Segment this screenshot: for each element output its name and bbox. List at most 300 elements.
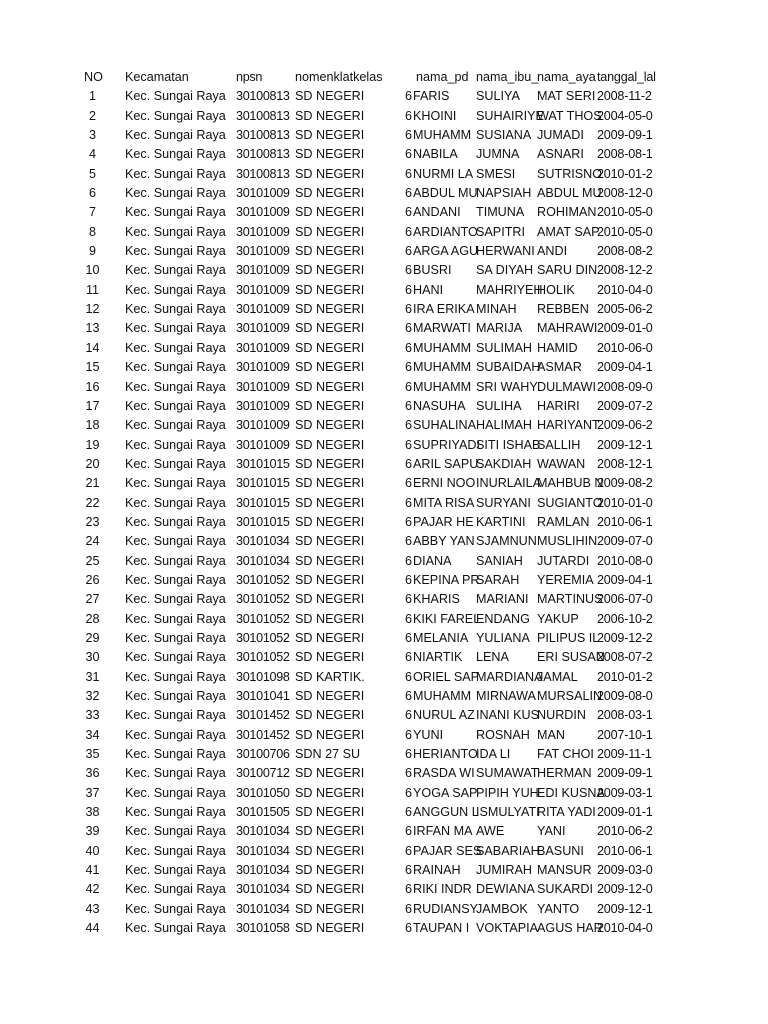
- cell-npsn[interactable]: 30101034: [236, 553, 290, 568]
- cell-npsn[interactable]: 30101009: [236, 244, 290, 259]
- cell-npsn[interactable]: 30101015: [236, 456, 290, 471]
- cell-nomenklatkelas[interactable]: SD NEGERI: [295, 282, 365, 297]
- cell-kelas[interactable]: 6: [404, 592, 412, 607]
- cell-nama-ayah[interactable]: SARU DIN: [537, 263, 598, 278]
- cell-kelas[interactable]: 6: [404, 630, 412, 645]
- cell-no[interactable]: 3: [88, 128, 96, 143]
- cell-no[interactable]: 18: [85, 418, 100, 433]
- cell-kecamatan[interactable]: Kec. Sungai Raya: [125, 340, 226, 355]
- cell-nama-ibu[interactable]: HERWANI: [476, 244, 535, 259]
- cell-no[interactable]: 17: [85, 398, 100, 413]
- cell-tanggal-lahir[interactable]: 2010-06-1: [597, 514, 653, 529]
- cell-nama-ibu[interactable]: INURLAILA: [476, 476, 542, 491]
- cell-kecamatan[interactable]: Kec. Sungai Raya: [125, 89, 226, 104]
- cell-kelas[interactable]: 6: [404, 263, 412, 278]
- cell-kecamatan[interactable]: Kec. Sungai Raya: [125, 418, 226, 433]
- cell-nomenklatkelas[interactable]: SD NEGERI: [295, 689, 365, 703]
- cell-nama-ibu[interactable]: INANI KUS: [476, 708, 539, 723]
- cell-npsn[interactable]: 30101009: [236, 418, 290, 433]
- cell-kecamatan[interactable]: Kec. Sungai Raya: [125, 650, 226, 665]
- cell-nomenklatkelas[interactable]: SDN 27 SU: [295, 747, 361, 762]
- cell-nama-ayah[interactable]: MAHRAWI: [537, 321, 598, 336]
- cell-nomenklatkelas[interactable]: SD NEGERI: [295, 611, 365, 626]
- cell-no[interactable]: 4: [88, 147, 96, 162]
- cell-kelas[interactable]: 6: [404, 437, 412, 452]
- cell-nama-ibu[interactable]: IDA LI: [476, 747, 511, 762]
- cell-nama-ayah[interactable]: MAHBUB N: [537, 476, 604, 491]
- cell-nama-ayah[interactable]: AMAT SAP: [537, 224, 600, 239]
- cell-nama-pd[interactable]: ARIL SAPU: [413, 456, 479, 471]
- cell-nama-pd[interactable]: KHOINI: [413, 108, 457, 123]
- cell-nomenklatkelas[interactable]: SD NEGERI: [295, 224, 365, 239]
- cell-no[interactable]: 15: [85, 360, 100, 375]
- cell-no[interactable]: 25: [85, 553, 100, 568]
- cell-nama-ayah[interactable]: SALLIH: [537, 437, 581, 452]
- cell-nama-ayah[interactable]: JUTARDI: [537, 553, 590, 568]
- cell-no[interactable]: 37: [85, 785, 100, 800]
- cell-nomenklatkelas[interactable]: SD NEGERI: [295, 727, 365, 742]
- cell-nama-ibu[interactable]: SJAMNUN: [476, 534, 537, 549]
- cell-kelas[interactable]: 6: [404, 495, 412, 510]
- cell-kecamatan[interactable]: Kec. Sungai Raya: [125, 689, 226, 703]
- cell-kecamatan[interactable]: Kec. Sungai Raya: [125, 166, 226, 181]
- cell-kecamatan[interactable]: Kec. Sungai Raya: [125, 282, 226, 297]
- cell-tanggal-lahir[interactable]: 2009-01-0: [597, 321, 653, 336]
- cell-nama-ibu[interactable]: ROSNAH: [476, 727, 530, 742]
- cell-nama-ayah[interactable]: ABDUL MU: [537, 186, 602, 201]
- cell-nomenklatkelas[interactable]: SD NEGERI: [295, 263, 365, 278]
- cell-nama-pd[interactable]: YUNI: [413, 727, 444, 742]
- cell-nama-ibu[interactable]: SABARIAH: [476, 843, 540, 858]
- cell-nomenklatkelas[interactable]: SD NEGERI: [295, 128, 365, 143]
- cell-npsn[interactable]: 30101052: [236, 592, 290, 607]
- cell-nama-ibu[interactable]: AWE: [476, 824, 505, 839]
- cell-tanggal-lahir[interactable]: 2010-04-0: [597, 282, 653, 297]
- cell-npsn[interactable]: 30100813: [236, 128, 290, 143]
- cell-nama-pd[interactable]: TAUPAN I: [413, 921, 470, 936]
- cell-tanggal-lahir[interactable]: 2010-06-0: [597, 340, 653, 355]
- cell-nama-pd[interactable]: ERNI NOO: [413, 476, 476, 491]
- cell-nama-ayah[interactable]: REBBEN: [537, 302, 589, 317]
- cell-no[interactable]: 11: [85, 282, 100, 297]
- cell-kelas[interactable]: 6: [404, 747, 412, 762]
- cell-tanggal-lahir[interactable]: 2010-04-0: [597, 921, 653, 936]
- cell-nama-ibu[interactable]: JUMIRAH: [476, 863, 532, 878]
- cell-no[interactable]: 44: [85, 921, 100, 936]
- cell-kecamatan[interactable]: Kec. Sungai Raya: [125, 476, 226, 491]
- cell-npsn[interactable]: 30101009: [236, 437, 290, 452]
- cell-nama-ibu[interactable]: YULIANA: [476, 630, 530, 645]
- cell-nama-pd[interactable]: MITA RISA: [413, 495, 475, 510]
- cell-nomenklatkelas[interactable]: SD NEGERI: [295, 882, 365, 897]
- cell-tanggal-lahir[interactable]: 2009-09-1: [597, 766, 653, 781]
- cell-npsn[interactable]: 30101034: [236, 863, 290, 878]
- cell-nama-pd[interactable]: MELANIA: [413, 630, 469, 645]
- cell-kecamatan[interactable]: Kec. Sungai Raya: [125, 108, 226, 123]
- cell-nama-ayah[interactable]: ERI SUSAN: [537, 650, 605, 665]
- cell-kelas[interactable]: 6: [404, 650, 412, 665]
- cell-tanggal-lahir[interactable]: 2009-08-2: [597, 476, 653, 491]
- cell-nama-pd[interactable]: ANDANI: [413, 205, 461, 220]
- cell-nama-pd[interactable]: KEPINA PR: [413, 572, 480, 587]
- cell-npsn[interactable]: 30101034: [236, 901, 290, 916]
- cell-nama-ibu[interactable]: SUSIANA: [476, 128, 532, 143]
- cell-kelas[interactable]: 6: [404, 689, 412, 703]
- cell-nama-ibu[interactable]: KARTINI: [476, 514, 526, 529]
- cell-nama-ayah[interactable]: MUSLIHIN: [537, 534, 598, 549]
- cell-nama-ayah[interactable]: JUMADI: [537, 128, 584, 143]
- cell-tanggal-lahir[interactable]: 2010-06-2: [597, 824, 653, 839]
- cell-nama-ibu[interactable]: PIPIH YUH: [476, 785, 539, 800]
- cell-npsn[interactable]: 30101009: [236, 302, 290, 317]
- cell-nomenklatkelas[interactable]: SD NEGERI: [295, 321, 365, 336]
- cell-kecamatan[interactable]: Kec. Sungai Raya: [125, 244, 226, 259]
- cell-npsn[interactable]: 30101009: [236, 321, 290, 336]
- cell-nama-ayah[interactable]: YANI: [537, 824, 566, 839]
- cell-no[interactable]: 32: [85, 689, 100, 703]
- cell-nama-ayah[interactable]: NURDIN: [537, 708, 586, 723]
- cell-kecamatan[interactable]: Kec. Sungai Raya: [125, 843, 226, 858]
- cell-tanggal-lahir[interactable]: 2006-07-0: [597, 592, 653, 607]
- cell-kelas[interactable]: 6: [404, 321, 412, 336]
- cell-nama-ayah[interactable]: MARTINUS: [537, 592, 603, 607]
- cell-no[interactable]: 9: [88, 244, 96, 259]
- cell-nomenklatkelas[interactable]: SD NEGERI: [295, 495, 365, 510]
- cell-kelas[interactable]: 6: [404, 785, 412, 800]
- cell-nama-ayah[interactable]: JAMAL: [537, 669, 578, 684]
- cell-nama-pd[interactable]: ARGA AGU: [413, 244, 479, 259]
- cell-nama-pd[interactable]: NABILA: [413, 147, 458, 162]
- cell-nomenklatkelas[interactable]: SD NEGERI: [295, 147, 365, 162]
- cell-nama-pd[interactable]: ABBY YAN: [413, 534, 475, 549]
- cell-nama-ibu[interactable]: SULIMAH: [476, 340, 532, 355]
- cell-kelas[interactable]: 6: [404, 418, 412, 433]
- cell-kecamatan[interactable]: Kec. Sungai Raya: [125, 630, 226, 645]
- cell-tanggal-lahir[interactable]: 2009-12-1: [597, 901, 653, 916]
- header-nomenklatkelas[interactable]: nomenklatkelas: [295, 70, 383, 84]
- cell-no[interactable]: 38: [85, 805, 100, 820]
- cell-nama-ayah[interactable]: PILIPUS IL: [537, 630, 600, 645]
- cell-nama-pd[interactable]: DIANA: [413, 553, 452, 568]
- cell-nomenklatkelas[interactable]: SD NEGERI: [295, 805, 365, 820]
- cell-npsn[interactable]: 30101009: [236, 398, 290, 413]
- cell-nama-ayah[interactable]: YAKUP: [537, 611, 579, 626]
- cell-kelas[interactable]: 6: [404, 398, 412, 413]
- cell-npsn[interactable]: 30101009: [236, 224, 290, 239]
- cell-nama-ayah[interactable]: EDI KUSNA: [537, 785, 605, 800]
- cell-kelas[interactable]: 6: [404, 921, 412, 936]
- cell-tanggal-lahir[interactable]: 2008-08-2: [597, 244, 653, 259]
- cell-no[interactable]: 10: [85, 263, 100, 278]
- cell-nama-ibu[interactable]: MARIANI: [476, 592, 529, 607]
- header-no[interactable]: NO: [84, 70, 103, 84]
- cell-kecamatan[interactable]: Kec. Sungai Raya: [125, 495, 226, 510]
- cell-nama-pd[interactable]: KHARIS: [413, 592, 460, 607]
- cell-nomenklatkelas[interactable]: SD NEGERI: [295, 418, 365, 433]
- cell-nomenklatkelas[interactable]: SD NEGERI: [295, 901, 365, 916]
- cell-nomenklatkelas[interactable]: SD NEGERI: [295, 456, 365, 471]
- cell-nomenklatkelas[interactable]: SD NEGERI: [295, 108, 365, 123]
- cell-nama-pd[interactable]: PAJAR SES: [413, 843, 482, 858]
- cell-nama-ayah[interactable]: ASNARI: [537, 147, 584, 162]
- cell-nama-ayah[interactable]: SUGIANTO: [537, 495, 603, 510]
- cell-no[interactable]: 14: [85, 340, 100, 355]
- cell-kecamatan[interactable]: Kec. Sungai Raya: [125, 901, 226, 916]
- cell-nomenklatkelas[interactable]: SD NEGERI: [295, 863, 365, 878]
- header-nama-ayah[interactable]: nama_aya: [537, 70, 596, 84]
- cell-npsn[interactable]: 30101034: [236, 882, 290, 897]
- cell-kelas[interactable]: 6: [404, 805, 412, 820]
- cell-tanggal-lahir[interactable]: 2010-01-2: [597, 166, 653, 181]
- cell-npsn[interactable]: 30100712: [236, 766, 290, 781]
- cell-npsn[interactable]: 30101034: [236, 824, 290, 839]
- cell-npsn[interactable]: 30101015: [236, 495, 290, 510]
- cell-kecamatan[interactable]: Kec. Sungai Raya: [125, 514, 226, 529]
- header-nama-ibu[interactable]: nama_ibu_: [476, 70, 539, 84]
- cell-tanggal-lahir[interactable]: 2010-06-1: [597, 843, 653, 858]
- cell-nama-ayah[interactable]: RITA YADI: [537, 805, 596, 820]
- cell-no[interactable]: 5: [88, 166, 96, 181]
- cell-tanggal-lahir[interactable]: 2009-09-1: [597, 128, 653, 143]
- cell-nomenklatkelas[interactable]: SD NEGERI: [295, 534, 365, 549]
- cell-nama-ibu[interactable]: MIRNAWA: [476, 689, 536, 703]
- cell-no[interactable]: 16: [85, 379, 100, 394]
- cell-nama-ayah[interactable]: HERMAN: [537, 766, 592, 781]
- cell-no[interactable]: 30: [85, 650, 100, 665]
- cell-nama-ibu[interactable]: HALIMAH: [476, 418, 532, 433]
- cell-nomenklatkelas[interactable]: SD NEGERI: [295, 766, 365, 781]
- cell-tanggal-lahir[interactable]: 2009-03-1: [597, 785, 653, 800]
- cell-nama-ibu[interactable]: MAHRIYEH: [476, 282, 543, 297]
- cell-nama-pd[interactable]: NIARTIK: [413, 650, 463, 665]
- cell-no[interactable]: 41: [85, 863, 100, 878]
- cell-nomenklatkelas[interactable]: SD NEGERI: [295, 166, 365, 181]
- cell-no[interactable]: 2: [88, 108, 96, 123]
- cell-kecamatan[interactable]: Kec. Sungai Raya: [125, 882, 226, 897]
- cell-npsn[interactable]: 30101052: [236, 630, 290, 645]
- cell-nama-pd[interactable]: HANI: [413, 282, 444, 297]
- cell-npsn[interactable]: 30100813: [236, 166, 290, 181]
- cell-nama-ibu[interactable]: SARAH: [476, 572, 520, 587]
- cell-nomenklatkelas[interactable]: SD KARTIK.: [295, 669, 365, 684]
- cell-nama-ibu[interactable]: JAMBOK: [476, 901, 528, 916]
- cell-kecamatan[interactable]: Kec. Sungai Raya: [125, 224, 226, 239]
- cell-tanggal-lahir[interactable]: 2008-08-1: [597, 147, 653, 162]
- cell-nama-ayah[interactable]: ROHIMAN: [537, 205, 597, 220]
- cell-nama-ayah[interactable]: SUKARDI: [537, 882, 593, 897]
- cell-kecamatan[interactable]: Kec. Sungai Raya: [125, 611, 226, 626]
- cell-no[interactable]: 19: [85, 437, 100, 452]
- cell-tanggal-lahir[interactable]: 2008-12-2: [597, 263, 653, 278]
- cell-nama-ibu[interactable]: SULIHA: [476, 398, 522, 413]
- cell-kelas[interactable]: 6: [404, 727, 412, 742]
- cell-kelas[interactable]: 6: [404, 147, 412, 162]
- cell-nama-pd[interactable]: NURUL AZ: [413, 708, 475, 723]
- cell-no[interactable]: 6: [88, 186, 96, 201]
- cell-nama-pd[interactable]: NASUHA: [413, 398, 466, 413]
- cell-kecamatan[interactable]: Kec. Sungai Raya: [125, 186, 226, 201]
- cell-kecamatan[interactable]: Kec. Sungai Raya: [125, 727, 226, 742]
- cell-nama-pd[interactable]: SUPRIYADI: [413, 437, 480, 452]
- cell-kecamatan[interactable]: Kec. Sungai Raya: [125, 379, 226, 394]
- cell-tanggal-lahir[interactable]: 2007-10-1: [597, 727, 653, 742]
- cell-kelas[interactable]: 6: [404, 534, 412, 549]
- cell-nomenklatkelas[interactable]: SD NEGERI: [295, 379, 365, 394]
- cell-kecamatan[interactable]: Kec. Sungai Raya: [125, 553, 226, 568]
- cell-npsn[interactable]: 30101098: [236, 669, 290, 684]
- cell-tanggal-lahir[interactable]: 2009-01-1: [597, 805, 653, 820]
- cell-nama-ibu[interactable]: NAPSIAH: [476, 186, 532, 201]
- cell-nama-pd[interactable]: BUSRI: [413, 263, 452, 278]
- cell-kelas[interactable]: 6: [404, 901, 412, 916]
- cell-nama-ibu[interactable]: SUBAIDAH: [476, 360, 541, 375]
- cell-kecamatan[interactable]: Kec. Sungai Raya: [125, 572, 226, 587]
- cell-nomenklatkelas[interactable]: SD NEGERI: [295, 708, 365, 723]
- cell-kelas[interactable]: 6: [404, 553, 412, 568]
- cell-tanggal-lahir[interactable]: 2009-12-0: [597, 882, 653, 897]
- cell-nama-ibu[interactable]: SA DIYAH: [476, 263, 534, 278]
- cell-npsn[interactable]: 30101015: [236, 514, 290, 529]
- cell-nama-pd[interactable]: KIKI FAREL: [413, 611, 481, 626]
- cell-kelas[interactable]: 6: [404, 89, 412, 104]
- cell-no[interactable]: 35: [85, 747, 100, 762]
- cell-npsn[interactable]: 30101009: [236, 360, 290, 375]
- cell-nama-pd[interactable]: ARDIANTO: [413, 224, 478, 239]
- cell-kelas[interactable]: 6: [404, 611, 412, 626]
- cell-kelas[interactable]: 6: [404, 669, 412, 684]
- cell-tanggal-lahir[interactable]: 2008-07-2: [597, 650, 653, 665]
- cell-tanggal-lahir[interactable]: 2009-03-0: [597, 863, 653, 878]
- cell-kelas[interactable]: 6: [404, 205, 412, 220]
- cell-no[interactable]: 23: [85, 514, 100, 529]
- cell-kecamatan[interactable]: Kec. Sungai Raya: [125, 785, 226, 800]
- cell-nama-ibu[interactable]: MARDIANA: [476, 669, 543, 684]
- cell-nomenklatkelas[interactable]: SD NEGERI: [295, 514, 365, 529]
- cell-tanggal-lahir[interactable]: 2008-12-0: [597, 186, 653, 201]
- cell-npsn[interactable]: 30101009: [236, 186, 290, 201]
- cell-npsn[interactable]: 30101009: [236, 205, 290, 220]
- cell-no[interactable]: 36: [85, 766, 100, 781]
- cell-nama-ayah[interactable]: FAT CHOI: [537, 747, 594, 762]
- cell-nomenklatkelas[interactable]: SD NEGERI: [295, 360, 365, 375]
- cell-nomenklatkelas[interactable]: SD NEGERI: [295, 592, 365, 607]
- cell-kecamatan[interactable]: Kec. Sungai Raya: [125, 534, 226, 549]
- cell-npsn[interactable]: 30100813: [236, 89, 290, 104]
- cell-kecamatan[interactable]: Kec. Sungai Raya: [125, 437, 226, 452]
- cell-no[interactable]: 20: [85, 456, 100, 471]
- cell-nama-ayah[interactable]: YANTO: [537, 901, 580, 916]
- cell-nama-pd[interactable]: MUHAMM: [413, 128, 472, 143]
- cell-kelas[interactable]: 6: [404, 824, 412, 839]
- cell-nama-ibu[interactable]: JUMNA: [476, 147, 520, 162]
- cell-nama-ayah[interactable]: ANDI: [537, 244, 568, 259]
- cell-tanggal-lahir[interactable]: 2008-09-0: [597, 379, 653, 394]
- cell-nama-ibu[interactable]: VOKTAPIA: [476, 921, 539, 936]
- cell-no[interactable]: 33: [85, 708, 100, 723]
- header-kecamatan[interactable]: Kecamatan: [125, 70, 189, 84]
- cell-npsn[interactable]: 30101058: [236, 921, 290, 936]
- cell-no[interactable]: 12: [85, 302, 100, 317]
- cell-nomenklatkelas[interactable]: SD NEGERI: [295, 824, 365, 839]
- cell-tanggal-lahir[interactable]: 2009-08-0: [597, 689, 653, 703]
- cell-nama-ayah[interactable]: HAMID: [537, 340, 578, 355]
- cell-kecamatan[interactable]: Kec. Sungai Raya: [125, 360, 226, 375]
- cell-nama-ayah[interactable]: HARIYANT: [537, 418, 600, 433]
- cell-nama-ayah[interactable]: AGUS HAR: [537, 921, 603, 936]
- cell-no[interactable]: 13: [85, 321, 100, 336]
- cell-nama-pd[interactable]: HERIANTO: [413, 747, 478, 762]
- cell-tanggal-lahir[interactable]: 2010-08-0: [597, 553, 653, 568]
- cell-tanggal-lahir[interactable]: 2009-07-2: [597, 398, 653, 413]
- cell-kelas[interactable]: 6: [404, 340, 412, 355]
- cell-nomenklatkelas[interactable]: SD NEGERI: [295, 186, 365, 201]
- cell-tanggal-lahir[interactable]: 2009-07-0: [597, 534, 653, 549]
- cell-nama-pd[interactable]: IRA ERIKA: [413, 302, 475, 317]
- cell-kelas[interactable]: 6: [404, 128, 412, 143]
- cell-nama-pd[interactable]: RIKI INDR: [413, 882, 472, 897]
- cell-nama-ayah[interactable]: MURSALIN: [537, 689, 603, 703]
- cell-nama-pd[interactable]: RASDA WI: [413, 766, 475, 781]
- cell-tanggal-lahir[interactable]: 2008-11-2: [597, 89, 652, 104]
- cell-npsn[interactable]: 30101052: [236, 611, 290, 626]
- cell-nama-ibu[interactable]: MARIJA: [476, 321, 523, 336]
- cell-no[interactable]: 22: [85, 495, 100, 510]
- cell-kelas[interactable]: 6: [404, 572, 412, 587]
- cell-nama-pd[interactable]: ANGGUN L: [413, 805, 479, 820]
- cell-nomenklatkelas[interactable]: SD NEGERI: [295, 553, 365, 568]
- cell-npsn[interactable]: 30101034: [236, 843, 290, 858]
- cell-nama-pd[interactable]: IRFAN MA: [413, 824, 473, 839]
- cell-nama-pd[interactable]: MUHAMM: [413, 689, 472, 703]
- cell-npsn[interactable]: 30101009: [236, 282, 290, 297]
- cell-npsn[interactable]: 30101034: [236, 534, 290, 549]
- cell-nomenklatkelas[interactable]: SD NEGERI: [295, 572, 365, 587]
- cell-kecamatan[interactable]: Kec. Sungai Raya: [125, 921, 226, 936]
- cell-kecamatan[interactable]: Kec. Sungai Raya: [125, 824, 226, 839]
- cell-tanggal-lahir[interactable]: 2010-01-2: [597, 669, 653, 684]
- cell-nomenklatkelas[interactable]: SD NEGERI: [295, 398, 365, 413]
- header-nama-pd[interactable]: nama_pd: [416, 70, 469, 84]
- cell-no[interactable]: 24: [85, 534, 100, 549]
- cell-kelas[interactable]: 6: [404, 360, 412, 375]
- cell-nama-ibu[interactable]: MINAH: [476, 302, 517, 317]
- cell-nama-ayah[interactable]: WAWAN: [537, 456, 586, 471]
- cell-nama-pd[interactable]: MUHAMM: [413, 379, 472, 394]
- cell-nomenklatkelas[interactable]: SD NEGERI: [295, 205, 365, 220]
- cell-nomenklatkelas[interactable]: SD NEGERI: [295, 921, 365, 936]
- cell-nama-ibu[interactable]: SMESI: [476, 166, 516, 181]
- cell-kelas[interactable]: 6: [404, 282, 412, 297]
- cell-kecamatan[interactable]: Kec. Sungai Raya: [125, 321, 226, 336]
- cell-nama-ibu[interactable]: SAPITRI: [476, 224, 525, 239]
- cell-kelas[interactable]: 6: [404, 166, 412, 181]
- cell-no[interactable]: 40: [85, 843, 100, 858]
- cell-nama-ibu[interactable]: LENA: [476, 650, 509, 665]
- cell-npsn[interactable]: 30101052: [236, 572, 290, 587]
- cell-nama-ayah[interactable]: ASMAR: [537, 360, 582, 375]
- cell-kelas[interactable]: 6: [404, 708, 412, 723]
- cell-nama-pd[interactable]: YOGA SAP: [413, 785, 478, 800]
- cell-npsn[interactable]: 30101505: [236, 805, 290, 820]
- cell-nama-ayah[interactable]: BASUNI: [537, 843, 584, 858]
- cell-nama-ibu[interactable]: SRI WAHY: [476, 379, 538, 394]
- cell-nama-pd[interactable]: MUHAMM: [413, 340, 472, 355]
- cell-no[interactable]: 42: [85, 882, 100, 897]
- cell-kecamatan[interactable]: Kec. Sungai Raya: [125, 747, 226, 762]
- cell-nama-ayah[interactable]: RAMLAN: [537, 514, 590, 529]
- cell-npsn[interactable]: 30101009: [236, 263, 290, 278]
- cell-kecamatan[interactable]: Kec. Sungai Raya: [125, 302, 226, 317]
